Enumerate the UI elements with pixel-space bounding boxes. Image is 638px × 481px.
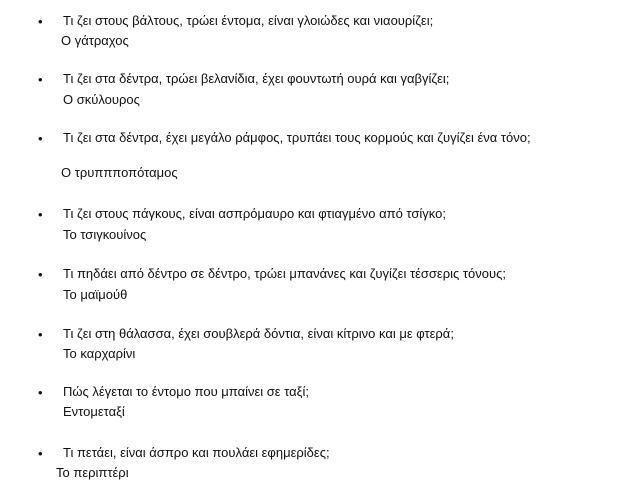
riddle-answer: Το καρχαρίνι xyxy=(63,346,136,361)
bullet-icon: • xyxy=(38,14,43,29)
riddle-question: Πώς λέγεται το έντομο που μπαίνει σε ταξί; xyxy=(63,384,310,399)
bullet-icon: • xyxy=(38,72,43,87)
riddle-answer: Ο τρυππποπόταμος xyxy=(61,165,178,180)
riddle-answer: Το περιπτέρι xyxy=(56,465,129,480)
riddle-question: Τι ζει στη θάλασσα, έχει σουβλερά δόντια, είναι κίτρινο και με φτερά; xyxy=(63,326,454,341)
riddle-answer: Ο σκύλουρος xyxy=(63,92,140,107)
riddle-question: Τι ζει στα δέντρα, τρώει βελανίδια, έχει φουντωτή ουρά και γαβγίζει; xyxy=(63,71,450,86)
bullet-icon: • xyxy=(38,207,43,222)
riddle-answer: Το τσιγκουίνος xyxy=(63,227,147,242)
riddle-answer: Εντομεταξί xyxy=(63,404,125,419)
bullet-icon: • xyxy=(38,267,43,282)
riddle-answer: Το μαϊμούθ xyxy=(63,287,128,302)
riddle-question: Τι πετάει, είναι άσπρο και πουλάει εφημερίδες; xyxy=(63,445,330,460)
bullet-icon: • xyxy=(38,446,43,461)
riddle-answer: Ο γάτραχος xyxy=(61,33,129,48)
riddle-question: Τι ζει στα δέντρα, έχει μεγάλο ράμφος, τρυπάει τους κορμούς και ζυγίζει ένα τόνο; xyxy=(63,130,531,145)
bullet-icon: • xyxy=(38,385,43,400)
riddle-question: Τι ζει στους βάλτους, τρώει έντομα, είναι γλοιώδες και νιαουρίζει; xyxy=(63,13,434,28)
riddle-question: Τι ζει στους πάγκους, είναι ασπρόμαυρο και φτιαγμένο από τσίγκο; xyxy=(63,206,446,221)
bullet-icon: • xyxy=(38,327,43,342)
riddle-question: Τι πηδάει από δέντρο σε δέντρο, τρώει μπανάνες και ζυγίζει τέσσερις τόνους; xyxy=(63,266,506,281)
bullet-icon: • xyxy=(38,131,43,146)
